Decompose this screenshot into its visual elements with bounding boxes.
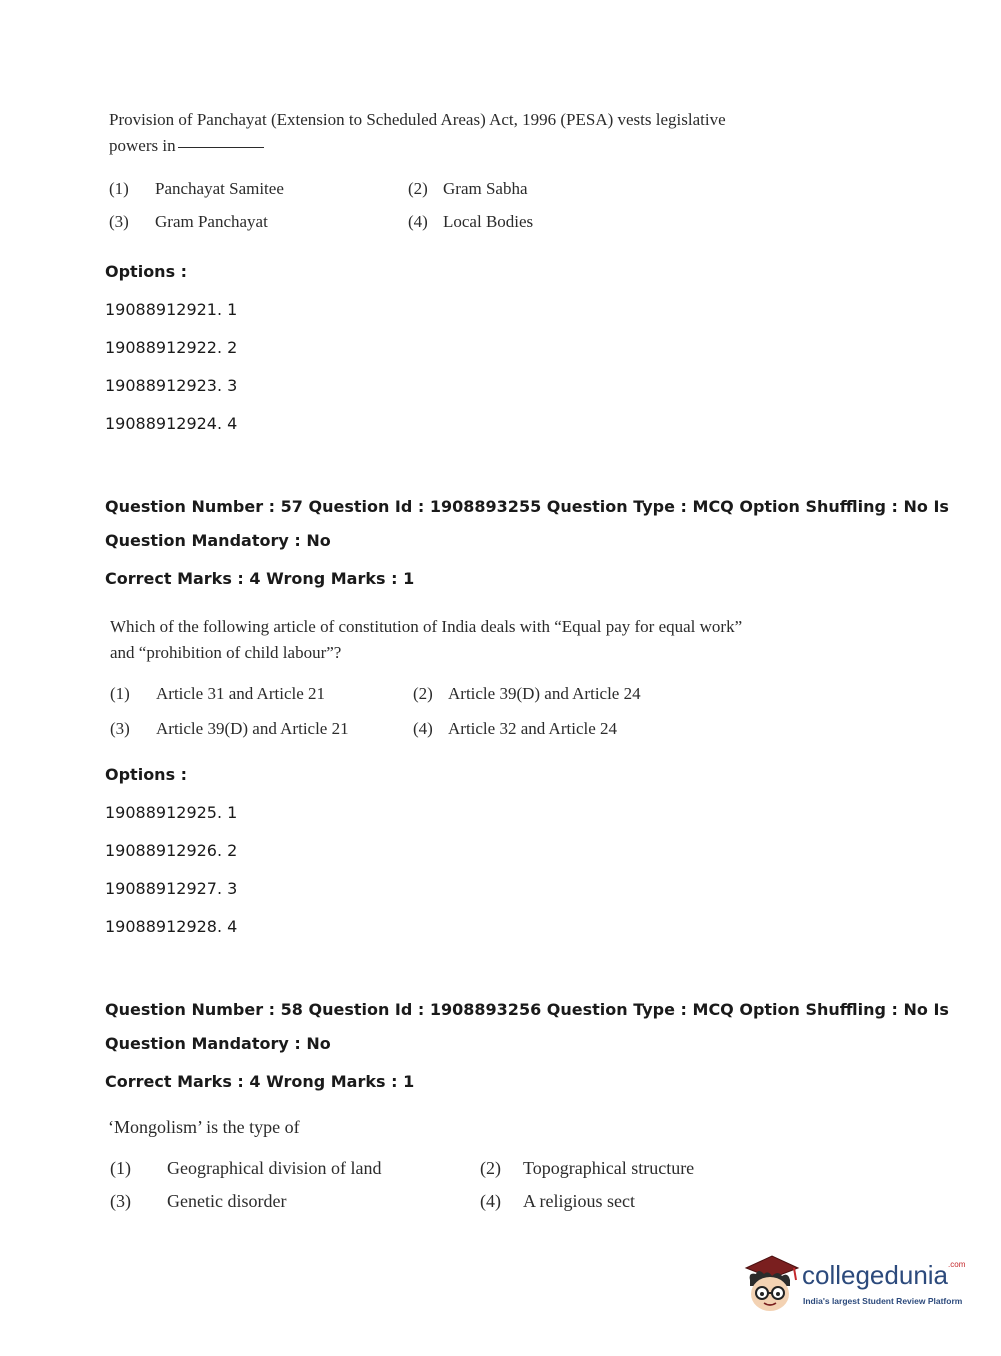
answer-blank (178, 147, 264, 148)
q57-choice-2 (413, 684, 641, 704)
q58-choice-4 (480, 1191, 635, 1212)
logo-name: collegedunia (802, 1260, 949, 1290)
choice-text: Article 32 and Article 24 (448, 719, 618, 738)
q56-option-2: 19088912922. 2 (105, 338, 238, 357)
q56-options-label: Options : (105, 262, 188, 281)
choice-text: Gram Sabha (443, 179, 528, 198)
q57-question-text (110, 614, 742, 666)
choice-number: (3) (110, 1191, 131, 1211)
q57-text-line2: and “prohibition of child labour”? (110, 643, 342, 662)
choice-number: (2) (480, 1158, 501, 1178)
q57-marks: Correct Marks : 4 Wrong Marks : 1 (105, 569, 415, 588)
q56-choice-1 (109, 179, 284, 199)
q56-option-1: 19088912921. 1 (105, 300, 238, 319)
q56-choice-4 (408, 212, 533, 232)
choice-number: (4) (480, 1191, 501, 1211)
logo-suffix: .com (948, 1260, 966, 1269)
choice-number: (4) (413, 719, 433, 738)
q57-option-1: 19088912925. 1 (105, 803, 238, 822)
q58-marks: Correct Marks : 4 Wrong Marks : 1 (105, 1072, 415, 1091)
q57-choice-3 (110, 719, 349, 739)
q57-options-label: Options : (105, 765, 188, 784)
student-mascot-icon (742, 1250, 804, 1316)
q57-text-line1: Which of the following article of constitution of India deals with “Equal pay for equal work” (110, 617, 743, 636)
choice-text: A religious sect (523, 1191, 635, 1211)
choice-text: Topographical structure (523, 1158, 695, 1178)
q58-text-line1: ‘Mongolism’ is the type of (108, 1117, 300, 1137)
choice-number: (2) (413, 684, 433, 703)
choice-text: Article 39(D) and Article 24 (448, 684, 641, 703)
choice-number: (2) (408, 179, 428, 198)
collegedunia-logo (742, 1250, 972, 1320)
q56-option-3: 19088912923. 3 (105, 376, 238, 395)
choice-number: (1) (110, 1158, 131, 1178)
q57-option-3: 19088912927. 3 (105, 879, 238, 898)
logo-tagline: India's largest Student Review Platform (803, 1296, 963, 1306)
choice-number: (1) (109, 179, 129, 198)
q58-choice-1 (110, 1158, 381, 1179)
q58-header-line2: Question Mandatory : No (105, 1034, 331, 1053)
q58-header-line1: Question Number : 58 Question Id : 1908893256 Question Type : MCQ Option Shuffling : No Is (105, 1000, 949, 1019)
q56-text-line2 (109, 133, 726, 159)
q57-header-line2: Question Mandatory : No (105, 531, 331, 550)
choice-text: Article 31 and Article 21 (156, 684, 326, 703)
choice-text: Panchayat Samitee (155, 179, 284, 198)
choice-text: Genetic disorder (167, 1191, 287, 1211)
q58-choice-2 (480, 1158, 694, 1179)
logo-wordmark (802, 1260, 965, 1291)
q57-header-line1: Question Number : 57 Question Id : 1908893255 Question Type : MCQ Option Shuffling : No Is (105, 497, 949, 516)
choice-number: (4) (408, 212, 428, 231)
choice-number: (1) (110, 684, 130, 703)
choice-number: (3) (110, 719, 130, 738)
q57-choice-4 (413, 719, 617, 739)
q57-option-4: 19088912928. 4 (105, 917, 238, 936)
choice-text: Gram Panchayat (155, 212, 268, 231)
choice-number: (3) (109, 212, 129, 231)
choice-text: Local Bodies (443, 212, 534, 231)
choice-text: Geographical division of land (167, 1158, 382, 1178)
choice-text: Article 39(D) and Article 21 (156, 719, 349, 738)
q56-choice-3 (109, 212, 268, 232)
q56-text-line1: Provision of Panchayat (Extension to Scheduled Areas) Act, 1996 (PESA) vests legislative (109, 110, 726, 129)
q56-choice-2 (408, 179, 528, 199)
q58-choice-3 (110, 1191, 286, 1212)
q57-choice-1 (110, 684, 325, 704)
q57-option-2: 19088912926. 2 (105, 841, 238, 860)
q56-option-4: 19088912924. 4 (105, 414, 238, 433)
q56-text-line2-label: powers in (109, 136, 176, 155)
q56-question-text (109, 107, 726, 159)
